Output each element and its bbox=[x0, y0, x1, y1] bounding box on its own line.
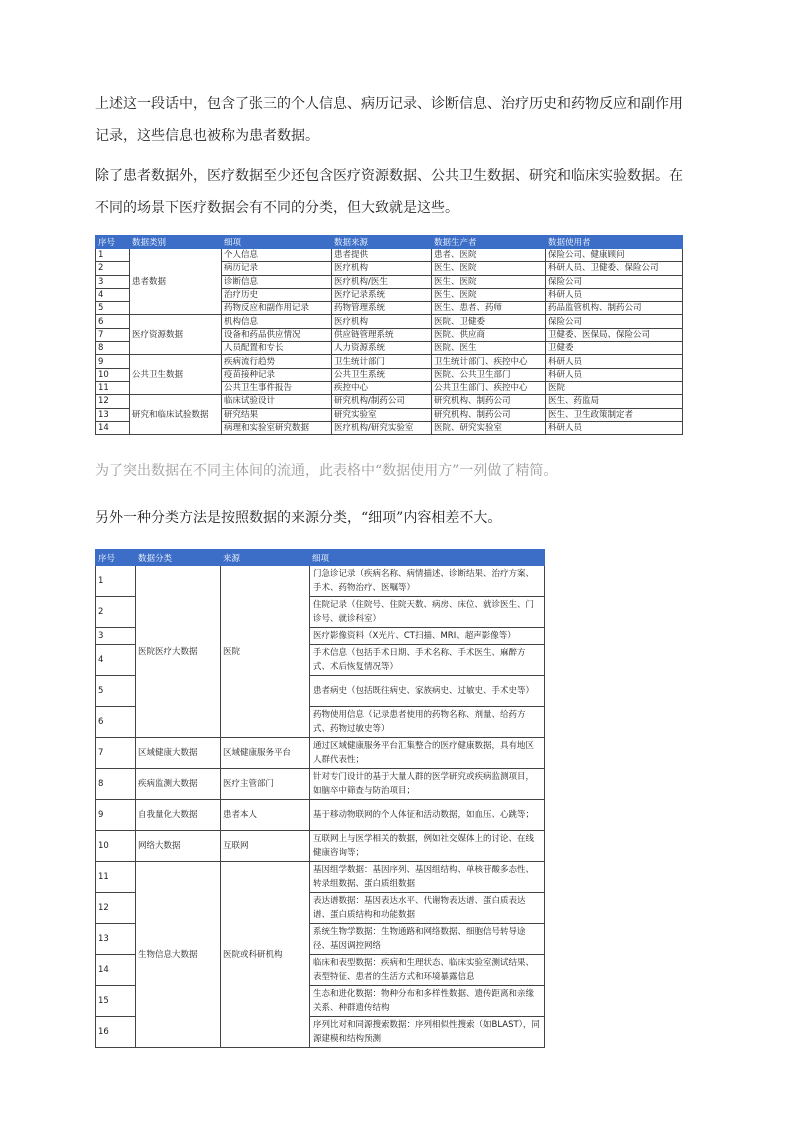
cell-detail: 公共卫生事件报告 bbox=[222, 381, 332, 394]
header-source: 来源 bbox=[221, 550, 310, 566]
cell-detail: 人员配置和专长 bbox=[222, 342, 332, 355]
cell-source: 区域健康服务平台 bbox=[221, 738, 310, 769]
cell-user: 保险公司、健康顾问 bbox=[546, 249, 683, 262]
cell-detail: 治疗历史 bbox=[222, 288, 332, 301]
table-row bbox=[96, 315, 683, 328]
cell-source: 患者提供 bbox=[332, 249, 432, 262]
cell-index: 15 bbox=[96, 986, 136, 1017]
table-row bbox=[96, 862, 545, 893]
cell-detail: 通过区域健康服务平台汇集整合的医疗健康数据，具有地区人群代表性； bbox=[310, 738, 545, 769]
cell-source: 医院 bbox=[221, 566, 310, 738]
cell-index: 6 bbox=[96, 707, 136, 738]
header-detail: 细项 bbox=[310, 550, 545, 566]
cell-source: 卫生统计部门 bbox=[332, 355, 432, 368]
cell-source: 医院或科研机构 bbox=[221, 862, 310, 1048]
data-category-table bbox=[95, 235, 683, 435]
cell-source: 药物管理系统 bbox=[332, 302, 432, 315]
cell-detail: 基因组学数据：基因序列、基因组结构、单核苷酸多态性、转录组数据、蛋白质组数据 bbox=[310, 862, 545, 893]
cell-producer: 医生、医院 bbox=[432, 275, 546, 288]
cell-index: 12 bbox=[96, 893, 136, 924]
table-row bbox=[96, 566, 545, 597]
table-header-row bbox=[96, 236, 683, 249]
cell-detail: 住院记录（住院号、住院天数、病房、床位、就诊医生、门诊号、就诊科室） bbox=[310, 597, 545, 628]
cell-producer: 医院、公共卫生部门 bbox=[432, 368, 546, 381]
cell-index: 1 bbox=[96, 249, 130, 262]
table-header-row bbox=[96, 550, 545, 566]
cell-source: 医疗机构 bbox=[332, 315, 432, 328]
cell-index: 13 bbox=[96, 408, 130, 421]
header-user: 数据使用者 bbox=[546, 236, 683, 249]
cell-index: 9 bbox=[96, 355, 130, 368]
cell-detail: 个人信息 bbox=[222, 249, 332, 262]
header-source: 数据来源 bbox=[332, 236, 432, 249]
cell-detail: 手术信息（包括手术日期、手术名称、手术医生、麻醉方式、术后恢复情况等） bbox=[310, 645, 545, 676]
cell-producer: 医生、医院 bbox=[432, 262, 546, 275]
header-category: 数据类别 bbox=[130, 236, 222, 249]
cell-detail: 疾病流行趋势 bbox=[222, 355, 332, 368]
cell-user: 科研人员 bbox=[546, 421, 683, 434]
cell-index: 13 bbox=[96, 924, 136, 955]
cell-detail: 基于移动物联网的个人体征和活动数据，如血压、心跳等； bbox=[310, 800, 545, 831]
cell-detail: 临床和表型数据：疾病和生理状态、临床实验室测试结果、表型特征、患者的生活方式和环境暴露信息 bbox=[310, 955, 545, 986]
cell-detail: 设备和药品供应情况 bbox=[222, 328, 332, 341]
cell-index: 7 bbox=[96, 328, 130, 341]
cell-source: 患者本人 bbox=[221, 800, 310, 831]
cell-index: 3 bbox=[96, 275, 130, 288]
cell-source: 疾控中心 bbox=[332, 381, 432, 394]
cell-source: 互联网 bbox=[221, 831, 310, 862]
cell-category: 医疗资源数据 bbox=[130, 315, 222, 355]
cell-index: 4 bbox=[96, 645, 136, 676]
cell-detail: 研究结果 bbox=[222, 408, 332, 421]
cell-index: 12 bbox=[96, 395, 130, 408]
cell-source: 人力资源系统 bbox=[332, 342, 432, 355]
cell-source: 医疗机构 bbox=[332, 262, 432, 275]
cell-index: 14 bbox=[96, 955, 136, 986]
cell-index: 1 bbox=[96, 566, 136, 597]
cell-producer: 医院、供应商 bbox=[432, 328, 546, 341]
cell-user: 医院 bbox=[546, 381, 683, 394]
cell-user: 医生、药监局 bbox=[546, 395, 683, 408]
cell-index: 3 bbox=[96, 628, 136, 645]
cell-user: 医生、卫生政策制定者 bbox=[546, 408, 683, 421]
cell-category: 疾病监测大数据 bbox=[136, 769, 221, 800]
header-index: 序号 bbox=[96, 550, 136, 566]
table-note: 为了突出数据在不同主体间的流通，此表格中“数据使用方”一列做了精简。 bbox=[95, 463, 558, 479]
cell-category: 生物信息大数据 bbox=[136, 862, 221, 1048]
cell-source: 研究机构/制药公司 bbox=[332, 395, 432, 408]
cell-detail: 序列比对和同源搜索数据：序列相似性搜索（如BLAST），同源建模和结构预测 bbox=[310, 1017, 545, 1048]
cell-producer: 医院、医生 bbox=[432, 342, 546, 355]
cell-detail: 药物使用信息（记录患者使用的药物名称、剂量、给药方式、药物过敏史等） bbox=[310, 707, 545, 738]
cell-source: 医疗主管部门 bbox=[221, 769, 310, 800]
header-producer: 数据生产者 bbox=[432, 236, 546, 249]
header-index: 序号 bbox=[96, 236, 130, 249]
cell-user: 科研人员 bbox=[546, 368, 683, 381]
paragraph-data-types: 除了患者数据外，医疗数据至少还包含医疗资源数据、公共卫生数据、研究和临床实验数据。在不同的场景下医疗数据会有不同的分类，但大致就是这些。 bbox=[95, 168, 683, 216]
cell-producer: 公共卫生部门、疾控中心 bbox=[432, 381, 546, 394]
cell-producer: 研究机构、制药公司 bbox=[432, 395, 546, 408]
cell-producer: 卫生统计部门、疾控中心 bbox=[432, 355, 546, 368]
cell-index: 10 bbox=[96, 831, 136, 862]
header-detail: 细项 bbox=[222, 236, 332, 249]
cell-user: 科研人员 bbox=[546, 288, 683, 301]
cell-detail: 医疗影像资料（X光片、CT扫描、MRI、超声影像等） bbox=[310, 628, 545, 645]
cell-category: 区域健康大数据 bbox=[136, 738, 221, 769]
cell-index: 2 bbox=[96, 262, 130, 275]
table-row bbox=[96, 738, 545, 769]
cell-category: 公共卫生数据 bbox=[130, 355, 222, 395]
cell-detail: 疫苗接种记录 bbox=[222, 368, 332, 381]
cell-detail: 药物反应和副作用记录 bbox=[222, 302, 332, 315]
cell-detail: 表达谱数据：基因表达水平、代谢物表达谱、蛋白质表达谱、蛋白质结构和功能数据 bbox=[310, 893, 545, 924]
cell-index: 6 bbox=[96, 315, 130, 328]
cell-index: 8 bbox=[96, 769, 136, 800]
cell-producer: 研究机构、制药公司 bbox=[432, 408, 546, 421]
cell-user: 卫健委、医保局、保险公司 bbox=[546, 328, 683, 341]
cell-producer: 医院、卫健委 bbox=[432, 315, 546, 328]
cell-detail: 机构信息 bbox=[222, 315, 332, 328]
table-row bbox=[96, 395, 683, 408]
cell-source: 供应链管理系统 bbox=[332, 328, 432, 341]
cell-index: 14 bbox=[96, 421, 130, 434]
cell-detail: 针对专门设计的基于大量人群的医学研究或疾病监测项目，如脑卒中筛查与防治项目； bbox=[310, 769, 545, 800]
cell-source: 医疗记录系统 bbox=[332, 288, 432, 301]
cell-detail: 临床试验设计 bbox=[222, 395, 332, 408]
cell-index: 7 bbox=[96, 738, 136, 769]
cell-index: 5 bbox=[96, 676, 136, 707]
cell-user: 科研人员 bbox=[546, 355, 683, 368]
cell-index: 5 bbox=[96, 302, 130, 315]
cell-index: 11 bbox=[96, 862, 136, 893]
cell-source: 公共卫生系统 bbox=[332, 368, 432, 381]
cell-detail: 互联网上与医学相关的数据，例如社交媒体上的讨论、在线健康咨询等； bbox=[310, 831, 545, 862]
cell-category: 网络大数据 bbox=[136, 831, 221, 862]
cell-detail: 患者病史（包括既往病史、家族病史、过敏史、手术史等） bbox=[310, 676, 545, 707]
cell-producer: 医生、医院 bbox=[432, 288, 546, 301]
cell-source: 医疗机构/医生 bbox=[332, 275, 432, 288]
cell-category: 医院医疗大数据 bbox=[136, 566, 221, 738]
table-row bbox=[96, 769, 545, 800]
cell-detail: 诊断信息 bbox=[222, 275, 332, 288]
cell-detail: 生态和进化数据：物种分布和多样性数据、遗传距离和亲缘关系、种群遗传结构 bbox=[310, 986, 545, 1017]
cell-user: 卫健委 bbox=[546, 342, 683, 355]
cell-category: 患者数据 bbox=[130, 249, 222, 315]
table-row bbox=[96, 800, 545, 831]
cell-category: 研究和临床试验数据 bbox=[130, 395, 222, 435]
cell-index: 9 bbox=[96, 800, 136, 831]
cell-source: 研究实验室 bbox=[332, 408, 432, 421]
cell-index: 8 bbox=[96, 342, 130, 355]
cell-index: 16 bbox=[96, 1017, 136, 1048]
cell-user: 保险公司 bbox=[546, 275, 683, 288]
data-source-table bbox=[95, 549, 545, 1048]
cell-source: 医疗机构/研究实验室 bbox=[332, 421, 432, 434]
table-row bbox=[96, 831, 545, 862]
cell-user: 科研人员、卫健委、保险公司 bbox=[546, 262, 683, 275]
cell-detail: 门急诊记录（疾病名称、病情描述、诊断结果、治疗方案、手术、药物治疗、医嘱等） bbox=[310, 566, 545, 597]
cell-detail: 系统生物学数据：生物通路和网络数据、细胞信号转导途径、基因调控网络 bbox=[310, 924, 545, 955]
cell-index: 11 bbox=[96, 381, 130, 394]
cell-category: 自我量化大数据 bbox=[136, 800, 221, 831]
cell-producer: 医生、患者、药师 bbox=[432, 302, 546, 315]
cell-index: 10 bbox=[96, 368, 130, 381]
table-row bbox=[96, 249, 683, 262]
cell-index: 2 bbox=[96, 597, 136, 628]
paragraph-patient-data: 上述这一段话中，包含了张三的个人信息、病历记录、诊断信息、治疗历史和药物反应和副作用记录，这些信息也被称为患者数据。 bbox=[95, 96, 683, 144]
cell-producer: 医院、研究实验室 bbox=[432, 421, 546, 434]
cell-detail: 病理和实验室研究数据 bbox=[222, 421, 332, 434]
cell-user: 保险公司 bbox=[546, 315, 683, 328]
cell-detail: 病历记录 bbox=[222, 262, 332, 275]
paragraph-source-classification: 另外一种分类方法是按照数据的来源分类，“细项”内容相差不大。 bbox=[95, 510, 502, 526]
cell-user: 药品监管机构、制药公司 bbox=[546, 302, 683, 315]
cell-index: 4 bbox=[96, 288, 130, 301]
header-category: 数据分类 bbox=[136, 550, 221, 566]
cell-producer: 患者、医院 bbox=[432, 249, 546, 262]
table-row bbox=[96, 355, 683, 368]
